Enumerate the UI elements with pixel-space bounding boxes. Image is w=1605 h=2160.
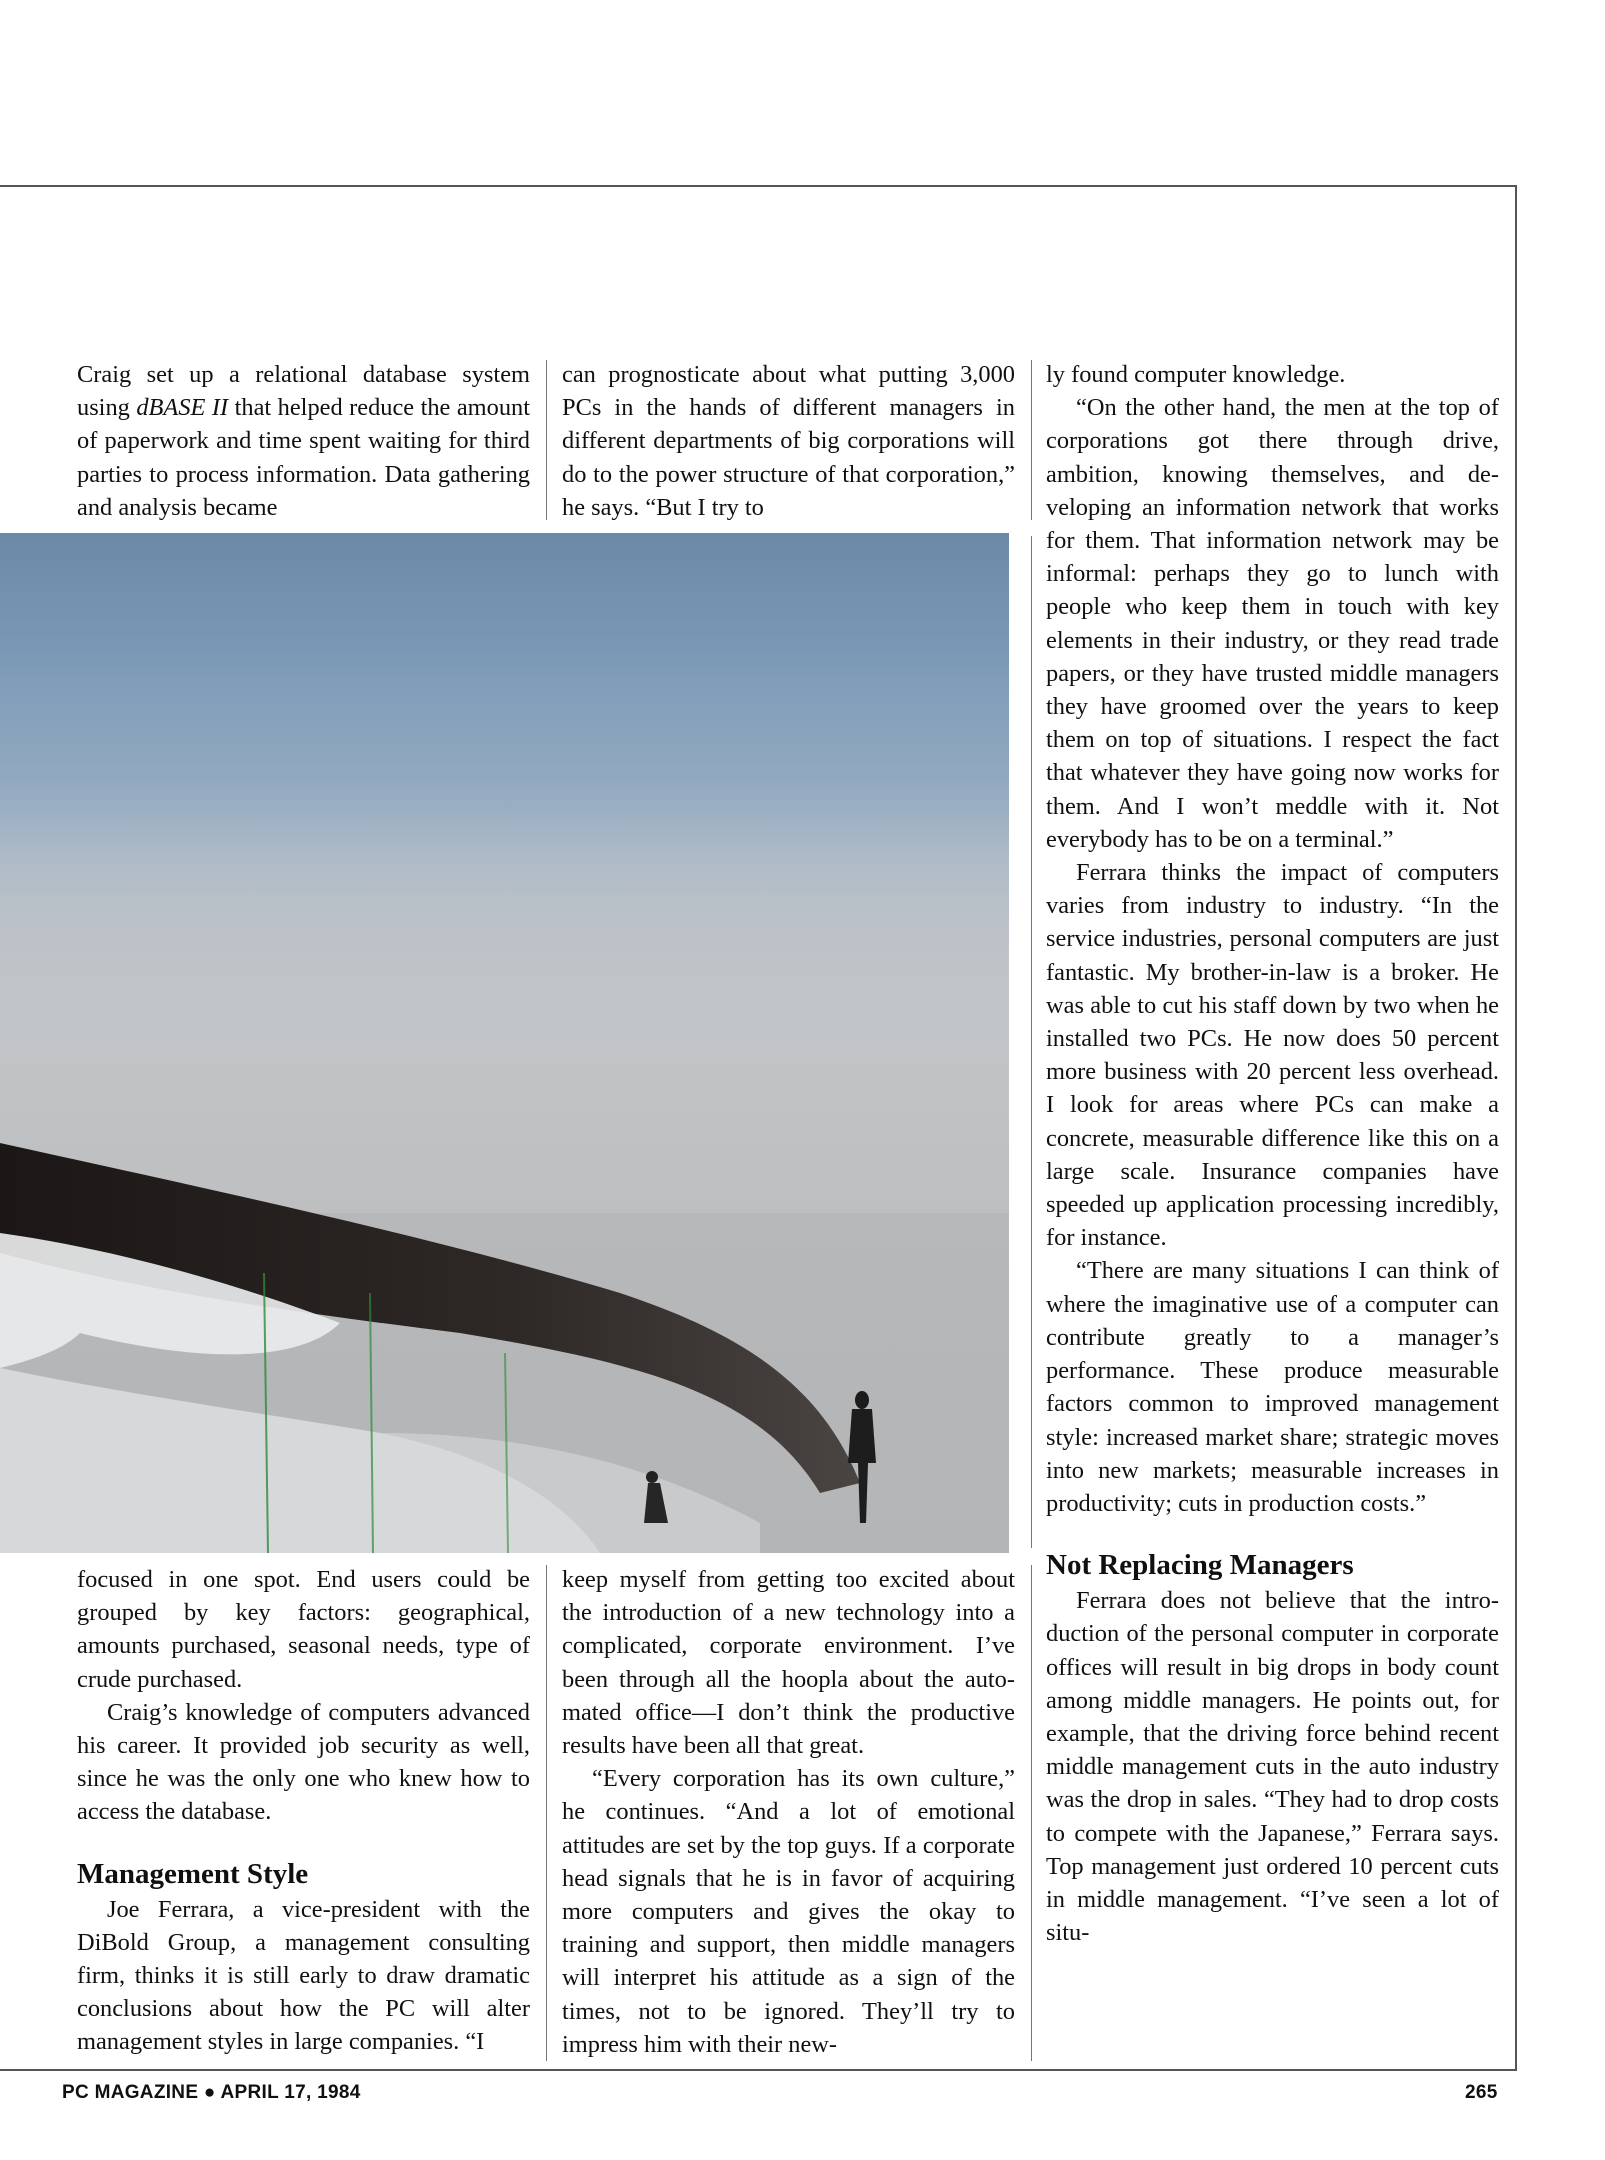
column-divider: [1031, 360, 1032, 520]
column-divider: [1031, 1565, 1032, 2061]
cloud-landscape-photo: [0, 533, 1009, 1553]
column-3: [1046, 358, 1499, 2066]
text-run: Craig set up a relational database system using: [77, 361, 530, 422]
column-2-bottom: [562, 1563, 1015, 2065]
fog-band: [0, 813, 1009, 1213]
column-divider: [1031, 536, 1032, 1548]
page-frame-bottom-rule: [0, 2069, 1517, 2071]
paragraph: ly found computer knowledge.: [1046, 361, 1346, 388]
paragraph: Ferrara does not believe that the introduction of the personal computer in corporate offices will result in big drops in body count among middle managers. He points out, for example, that the driving force behind recent middle management cuts in the auto industry was the drop in sales. “They had to drop costs to compete with the Japanese,” Ferrara says. Top management just ordered 10 percent cuts in middle management. “I’ve seen a lot of situ-: [1046, 1587, 1499, 1947]
paragraph: “On the other hand, the men at the top of corporations got there through drive, ambition, knowing themselves, and developing an information network that works for them. That information network may be informal: perhaps they go to lunch with people who keep them in touch with key elements in their industry, or they read trade papers, or they have trusted middle managers they have groomed over the years to keep them on top of situations. I respect the fact that whatever they have going now works for them. And I won’t meddle with it. Not everybody has to be on a terminal.”: [1046, 394, 1499, 853]
standing-figure: [848, 1391, 876, 1523]
paragraph: “Every corporation has its own culture,” he continues. “And a lot of emotional attitudes are set by the top guys. If a corporate head signals that he is in favor of acquiring more computers and gives the okay to training and support, then middle managers will interpret his attitude as a sign of the times, not to be ignored. They’ll try to impress him with their new-: [562, 1765, 1015, 2058]
product-name-italic: dBASE II: [136, 394, 229, 422]
photo-illustration: [0, 533, 1009, 1553]
paragraph: can prognosticate about what putting 3,000 PCs in the hands of different managers in different departments of big corporations will do to the power structure of that corporation,” he says. “But I try to: [562, 361, 1015, 521]
column-divider: [546, 360, 547, 520]
paragraph: Ferrara thinks the impact of computers varies from industry to industry. “In the service industries, personal computers are just fantastic. My brother-in-law is a broker. He was able to cut his staff down by two when he installed two PCs. He now does 50 percent more business with 20 percent less overhead. I look for areas where PCs can make a concrete, measurable difference like this on a large scale. Insurance companies have speeded up application processing incredibly, for instance.: [1046, 859, 1499, 1252]
paragraph: Joe Ferrara, a vice-president with the DiBold Group, a management consulting firm, thinks it is still early to draw dramatic conclusions about how the PC will alter management styles in large companies. “I: [77, 1895, 530, 2056]
paragraph: Craig’s knowledge of computers advanced his career. It provided job security as well, since he was the only one who knew how to access the database.: [77, 1698, 530, 1826]
column-2-top: [562, 358, 1015, 528]
text-run: that helped reduce the amount of paperwork and time spent waiting for third parties to process information. Data gathering and analysis became: [77, 394, 530, 521]
paragraph: [77, 358, 530, 524]
column-1-bottom: [77, 1563, 530, 2065]
paragraph: focused in one spot. End users could be grouped by key factors: geographical, amounts purchased, seasonal needs, type of crude purchased.: [77, 1566, 530, 1693]
column-divider: [546, 1565, 547, 2061]
paragraph: “There are many situations I can think of where the imaginative use of a computer can contribute greatly to a manager’s performance. These produce measurable factors common to improved management style: increased market share; strategic moves into new markets; measurable increases in productivity; cuts in production costs.”: [1046, 1257, 1499, 1517]
column-1-top: [77, 358, 530, 528]
page-frame-top-rule: [0, 185, 1517, 187]
page-number: 265: [1465, 2082, 1498, 2103]
magazine-footer: PC MAGAZINE ● APRIL 17, 1984: [62, 2082, 361, 2103]
section-heading: Not Replacing Managers: [1046, 1549, 1354, 1582]
page-frame-right-rule: [1515, 185, 1517, 2069]
section-heading: Management Style: [77, 1857, 309, 1890]
paragraph: keep myself from getting too excited about the introduction of a new technology into a complicated, corporate environment. I’ve been through all the hoopla about the automated office—I don’t think the productive results have been all that great.: [562, 1566, 1015, 1760]
